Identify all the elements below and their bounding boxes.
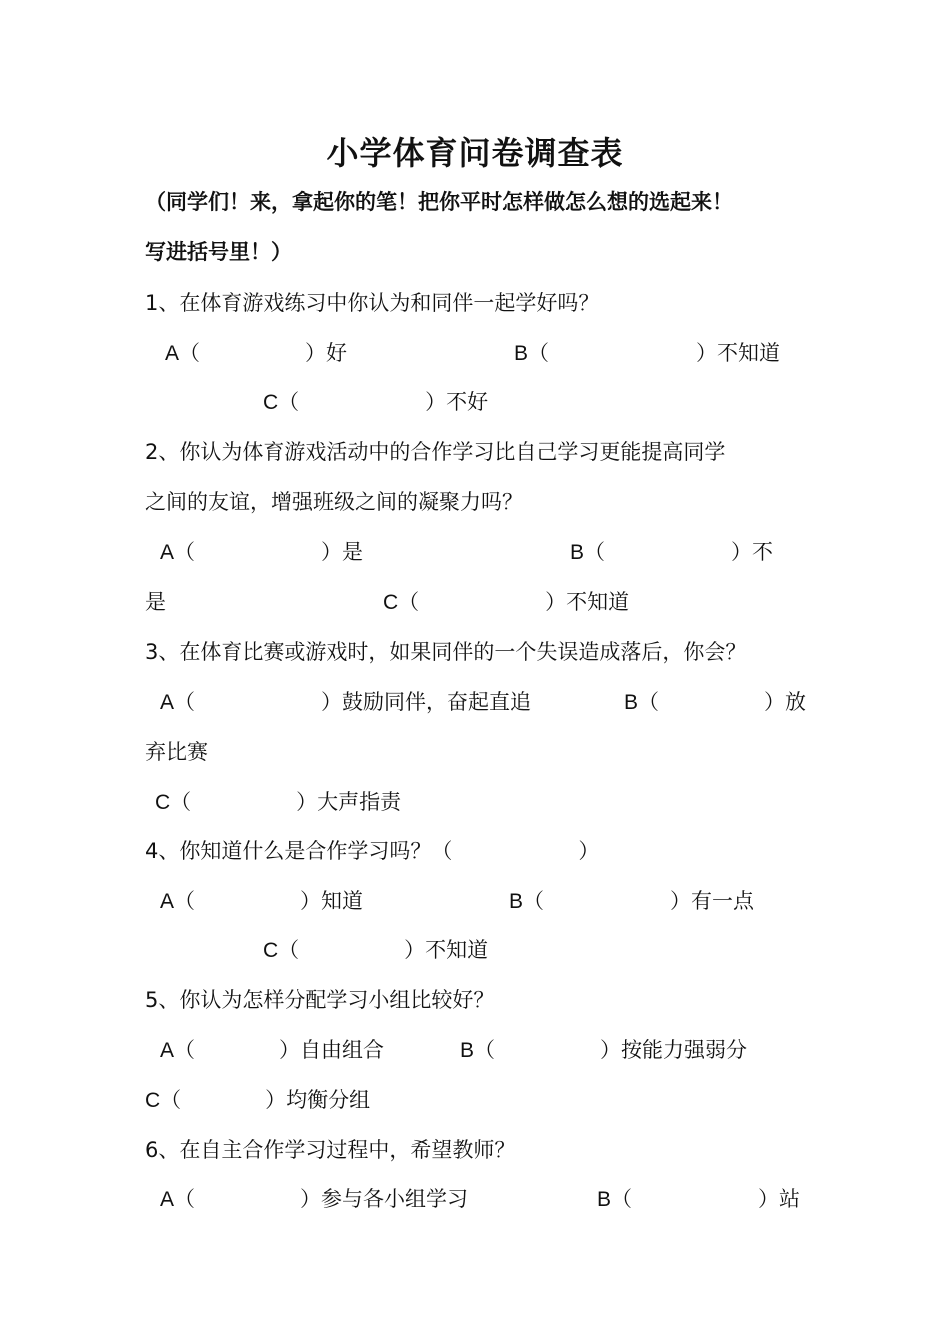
intro-line-2: 写进括号里！）: [145, 240, 292, 264]
question-2-text-line-1: 2、你认为体育游戏活动中的合作学习比自己学习更能提高同学: [145, 440, 726, 464]
option-letter: B: [509, 890, 524, 913]
option-letter: C: [263, 939, 279, 962]
option-letter: C: [263, 391, 279, 414]
answer-blank: （ ）: [179, 341, 327, 365]
option-letter: C: [145, 1089, 161, 1112]
q5-option-a: [160, 1034, 384, 1064]
option-text: 自由组合: [300, 1038, 385, 1062]
option-text: 不知道: [425, 938, 489, 962]
answer-blank: （ ）: [170, 790, 318, 814]
option-letter: A: [160, 691, 175, 714]
q3-option-a: [160, 686, 531, 716]
q1-option-a: [165, 337, 347, 367]
answer-blank: （ ）: [611, 1187, 780, 1211]
option-text: 站: [779, 1187, 801, 1211]
option-text: 参与各小组学习: [321, 1187, 469, 1211]
intro-line-1: （同学们！来，拿起你的笔！把你平时怎样做怎么想的选起来！: [145, 190, 733, 214]
q2-option-c: [383, 586, 629, 616]
option-letter: A: [165, 342, 180, 365]
option-letter: A: [160, 541, 175, 564]
q4-option-c: [263, 934, 488, 964]
option-text: 不知道: [566, 590, 630, 614]
page-title: 小学体育问卷调查表: [326, 134, 624, 172]
option-text: 知道: [321, 889, 364, 913]
option-letter: B: [597, 1188, 612, 1211]
option-text: 是: [145, 590, 166, 614]
option-text: 好: [326, 341, 348, 365]
q1-option-b: [514, 337, 780, 367]
q2-option-a: [160, 536, 363, 566]
option-text: 鼓励同伴，奋起直追: [342, 690, 532, 714]
question-4-text: 4、你知道什么是合作学习吗？（ ）: [145, 839, 600, 863]
answer-blank: （ ）: [174, 1038, 301, 1062]
answer-blank: （ ）: [174, 540, 343, 564]
answer-blank: （ ）: [278, 390, 447, 414]
answer-blank: （ ）: [174, 889, 322, 913]
q5-option-c: [145, 1084, 370, 1114]
answer-blank: （ ）: [398, 590, 567, 614]
answer-blank: （ ）: [584, 540, 753, 564]
option-letter: B: [570, 541, 585, 564]
answer-blank: （ ）: [523, 889, 692, 913]
q3-option-b-continued: [145, 736, 208, 766]
option-text: 均衡分组: [286, 1088, 371, 1112]
option-text: 大声指责: [317, 790, 402, 814]
option-text: 有一点: [691, 889, 755, 913]
q4-option-a: [160, 885, 363, 915]
question-2-text-line-2: 之间的友谊，增强班级之间的凝聚力吗？: [145, 490, 523, 514]
answer-blank: （ ）: [174, 1187, 322, 1211]
answer-blank: （ ）: [638, 690, 786, 714]
option-text: 是: [342, 540, 364, 564]
question-6-text: 6、在自主合作学习过程中，希望教师？: [145, 1138, 516, 1162]
question-1-text: 1、在体育游戏练习中你认为和同伴一起学好吗？: [145, 291, 600, 315]
q1-option-c: [263, 386, 488, 416]
option-letter: A: [160, 890, 175, 913]
option-letter: B: [460, 1039, 475, 1062]
q6-option-b: [597, 1183, 800, 1213]
answer-blank: （ ）: [528, 341, 718, 365]
answer-blank: （ ）: [160, 1088, 287, 1112]
option-text: 按能力强弱分: [621, 1038, 748, 1062]
q6-option-a: [160, 1183, 468, 1213]
option-letter: A: [160, 1188, 175, 1211]
q3-option-c: [155, 786, 401, 816]
option-letter: B: [514, 342, 529, 365]
option-text: 不: [752, 540, 774, 564]
option-letter: A: [160, 1039, 175, 1062]
answer-blank: （ ）: [474, 1038, 622, 1062]
question-3-text: 3、在体育比赛或游戏时，如果同伴的一个失误造成落后，你会？: [145, 640, 747, 664]
question-5-text: 5、你认为怎样分配学习小组比较好？: [145, 988, 495, 1012]
q3-option-b: [624, 686, 806, 716]
option-text: 不好: [446, 390, 489, 414]
q4-option-b: [509, 885, 754, 915]
answer-blank: （ ）: [278, 938, 426, 962]
q2-option-b: [570, 536, 773, 566]
option-text: 不知道: [717, 341, 781, 365]
option-text: 弃比赛: [145, 740, 208, 764]
option-letter: C: [155, 791, 171, 814]
q5-option-b: [460, 1034, 747, 1064]
option-letter: C: [383, 591, 399, 614]
option-letter: B: [624, 691, 639, 714]
option-text: 放: [785, 690, 807, 714]
q2-option-b-continued: [145, 586, 166, 616]
answer-blank: （ ）: [174, 690, 343, 714]
